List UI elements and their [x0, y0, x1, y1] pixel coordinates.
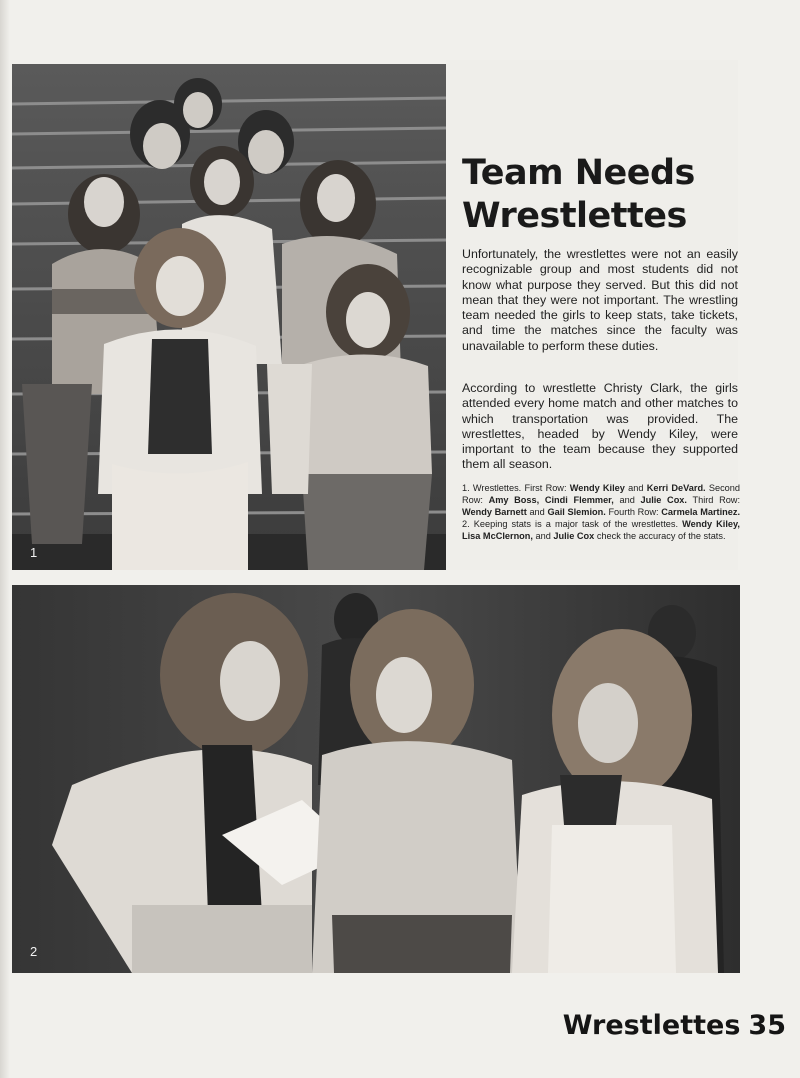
caption-name: Carmela Martinez. [661, 507, 741, 517]
caption-text: 1. Wrestlettes. First Row: [462, 483, 570, 493]
article-headline [462, 152, 742, 238]
caption-text: and [613, 495, 641, 505]
footer-page-number: 35 [748, 1010, 786, 1041]
page-edge-shadow [0, 0, 10, 1078]
caption-name: Amy Boss, Cindi Flemmer, [488, 495, 614, 505]
caption-text: and [624, 483, 647, 493]
caption-text: Fourth Row: [605, 507, 662, 517]
caption-name: Wendy Barnett [462, 507, 527, 517]
group-photo-wrestlettes [12, 64, 446, 570]
caption-name: Gail Slemion. [547, 507, 606, 517]
headline-line-2: Wrestlettes [462, 196, 687, 236]
stats-photo-illustration [12, 585, 740, 973]
photo-caption [462, 482, 740, 542]
photo-number-2: 2 [30, 944, 38, 959]
stats-photo-wrestlettes [12, 585, 740, 973]
page-footer [563, 1010, 786, 1041]
caption-name: Wendy Kiley [569, 483, 625, 493]
article-paragraph-2: According to wrestlette Christy Clark, the girls attended every home match and other matches to which transportation was provided. The wrestlettes, headed by Wendy Kiley, were important to the team because they supported them all season. [462, 381, 738, 472]
caption-name: Julie Cox. [640, 495, 687, 505]
caption-text: and [526, 507, 548, 517]
photo-number-1: 1 [30, 545, 38, 560]
caption-text: and [532, 531, 554, 541]
group-photo-illustration [12, 64, 446, 570]
article-paragraph-1: Unfortunately, the wrestlettes were not an easily recognizable group and most students did not know what purpose they served. But this did not mean that they were not important. The wrestling team needed the girls to keep stats, take tickets, and time the matches since the faculty was unavailable to perform these duties. [462, 247, 738, 353]
caption-text: 2. Keeping stats is a major task of the wrestlettes. [462, 519, 683, 529]
footer-section-title: Wrestlettes [562, 1010, 741, 1041]
caption-text: Second Row: [462, 483, 741, 505]
caption-name: Kerri DeVard. [646, 483, 706, 493]
caption-name: Wendy Kiley, Lisa McClernon, [462, 519, 740, 541]
headline-line-1: Team Needs [462, 153, 695, 193]
caption-text: Third Row: [686, 495, 740, 505]
caption-text: check the accuracy of the stats. [594, 531, 726, 541]
caption-name: Julie Cox [553, 531, 595, 541]
